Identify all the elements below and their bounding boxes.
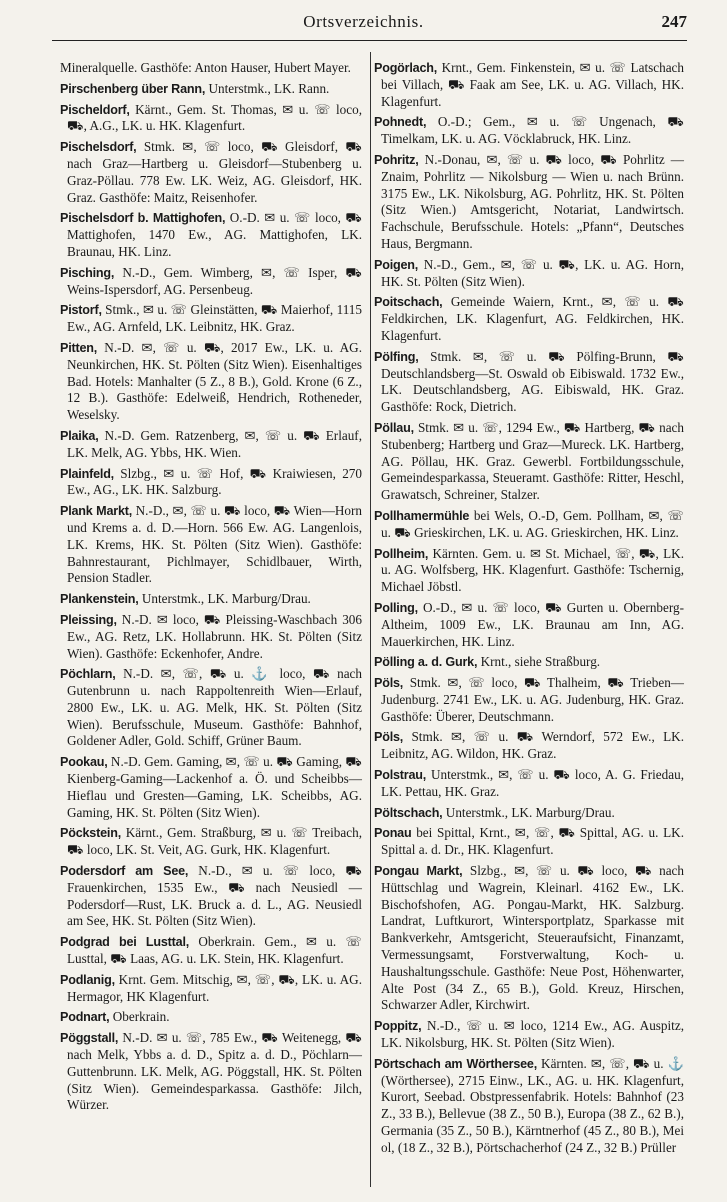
entry-text: N.-D. Gem. Ratzenberg, ✉, ☏ u. ⛟ Erlauf, LK. Melk, AG. Ybbs, HK. Wien. [67, 427, 362, 460]
directory-entry [60, 81, 362, 98]
entry-headword: Poitschach, [374, 295, 443, 310]
entry-headword: Pisching, [60, 265, 115, 280]
entry-headword: Pirschenberg über Rann, [60, 81, 206, 96]
entry-headword: Pöckstein, [60, 826, 121, 841]
entry-text: N.-D., Gem., ✉, ☏ u. ⛟, LK. u. AG. Horn, HK. St. Pölten (Sitz Wien). [381, 256, 684, 289]
entry-headword: Pöltschach, [374, 805, 443, 820]
directory-entry [374, 767, 684, 801]
entry-headword: Ponau [374, 826, 412, 841]
entry-text: Stmk. ✉, ☏ loco, ⛟ Gleisdorf, ⛟ nach Graz—Hartberg u. Gleisdorf—Stubenberg u. Graz-Pöllau. 778 Ew. LK. Weiz, AG. Gleisdorf, HK. Graz. Gasthöfe: Maitz, Reisenhofer. [67, 139, 362, 205]
directory-entry [60, 1009, 362, 1026]
directory-entry [60, 754, 362, 821]
entry-headword: Pohritz, [374, 152, 419, 167]
directory-entry [374, 257, 684, 291]
entry-headword: Pistorf, [60, 303, 102, 318]
directory-entry [374, 805, 684, 822]
entry-headword: Pischelsdorf, [60, 140, 137, 155]
entry-text: N.-D. Gem. Gaming, ✉, ☏ u. ⛟ Gaming, ⛟ Kienberg-Gaming—Lackenhof a. Ö. und Scheibbs—Hieflau und Gresten—Gaming, LK. Scheibbs, AG. Gaming, HK. St. Pölten (Sitz Wien). [67, 754, 362, 820]
entry-text: Stmk. ✉ u. ☏, 1294 Ew., ⛟ Hartberg, ⛟ nach Stubenberg; Hartberg und Graz—Mureck. LK. Hartberg, AG. Pöllau, HK. Graz. Gewerbl. Fortbildungsschule, Gemeindesparkassa, Steueramt. Gasthöfe: Ritter, Heschl, Grawatsch, Schreiner, Stalzer. [381, 419, 684, 503]
entry-headword: Pöggstall, [60, 1031, 119, 1046]
directory-entry [374, 114, 684, 148]
entry-headword: Pölling a. d. Gurk, [374, 655, 478, 670]
directory-entry [374, 420, 684, 504]
entry-text: Unterstmk., LK. Marburg/Drau. [442, 804, 615, 820]
directory-entry [60, 972, 362, 1006]
entry-text: N.-Donau, ✉, ☏ u. ⛟ loco, ⛟ Pohrlitz — Znaim, Pohrlitz — Nikolsburg — Wien u. nach Brünn. 3175 Ew., LK. Nikolsburg, AG. Pohrlitz, HK. St. Pölten (Sitz Wien.) Amtsgericht, Notariat, Landwirtsch. Fachschule, Berufsschule. Hotels: „Pfann“, Deutsches Haus, Bergmann. [381, 151, 684, 251]
entry-text: Slzbg., ✉ u. ☏ Hof, ⛟ Kraiwiesen, 270 Ew., AG., LK. HK. Salzburg. [67, 465, 362, 498]
directory-entry [374, 349, 684, 416]
left-column [60, 60, 362, 1118]
entry-text: N.-D., ✉ u. ☏ loco, ⛟ Frauenkirchen, 1535 Ew., ⛟ nach Neusiedl —Podersdorf—Rust, LK. Bruck a. d. L., AG. Neusiedl am See, HK. St. Pölten (Sitz Wien). [67, 863, 362, 929]
directory-entry [374, 1018, 684, 1052]
entry-text: Kärnten. ✉, ☏, ⛟ u. ⚓ (Wörthersee), 2715 Einw., LK., AG. u. HK. Klagenfurt, Kurort, Seebad. Obstpressenfabrik. Hotels: Bahnhof (23 Z., 33 B.), Bellevue (38 Z., 50 B.), Europa (38 Z., 62 B.), Germania (35 Z., 50 B.), Kärntnerhof (45 Z., 80 B.), Mei ol, (18 Z., 32 B.), Pörtschacherhof (24 Z., 32 B.) Prüller [381, 1055, 684, 1155]
directory-entry [374, 152, 684, 253]
entry-headword: Pollheim, [374, 546, 429, 561]
entry-headword: Plankenstein, [60, 592, 139, 607]
entry-headword: Pölfing, [374, 349, 419, 364]
entry-headword: Podgrad bei Lusttal, [60, 935, 190, 950]
entry-text: Stmk. ✉, ☏ u. ⛟ Pölfing-Brunn, ⛟ Deutschlandsberg—St. Oswald ob Eibiswald. 1732 Ew., LK. Deutschlandsberg, AG. Eibiswald, HK. Graz. Gasthöfe: Rock, Dietrich. [381, 348, 684, 415]
directory-entry [60, 210, 362, 260]
entry-headword: Pischelsdorf b. Mattighofen, [60, 211, 226, 226]
entry-text: N.-D., Gem. Wimberg, ✉, ☏ Isper, ⛟ Weins-Ispersdorf, AG. Persenbeug. [67, 264, 362, 297]
entry-text: Krnt., siehe Straßburg. [477, 654, 601, 670]
directory-entry [374, 294, 684, 344]
entry-text: Stmk. ✉, ☏ loco, ⛟ Thalheim, ⛟ Trieben—Judenburg. 2741 Ew., LK. u. AG. Judenburg, HK. Graz. Gasthöfe: Überer, Deutschmann. [381, 675, 684, 724]
directory-entry [374, 1056, 684, 1157]
entry-headword: Pöls, [374, 676, 404, 691]
entry-text: O.-D. ✉ u. ☏ loco, ⛟ Mattighofen, 1470 Ew., AG. Mattighofen, LK. Braunau, HK. Linz. [67, 210, 362, 259]
entry-headword: Pleissing, [60, 612, 117, 627]
entry-text: bei Spittal, Krnt., ✉, ☏, ⛟ Spittal, AG. u. LK. Spittal a. d. Dr., HK. Klagenfurt. [381, 825, 684, 858]
entry-headword: Podersdorf am See, [60, 864, 189, 879]
entry-headword: Pookau, [60, 755, 108, 770]
directory-entry [60, 139, 362, 206]
directory-entry [374, 508, 684, 542]
entry-text: Gemeinde Waiern, Krnt., ✉, ☏ u. ⛟ Feldkirchen, LK. Klagenfurt, AG. Feldkirchen, HK. Klagenfurt. [381, 294, 684, 343]
directory-entry [60, 1030, 362, 1114]
entry-text: O.-D.; Gem., ✉ u. ☏ Ungenach, ⛟ Timelkam, LK. u. AG. Vöcklabruck, HK. Linz. [381, 114, 684, 147]
entry-headword: Plainfeld, [60, 466, 114, 481]
directory-entry [60, 591, 362, 608]
entry-text: N.-D. ✉, ☏, ⛟ u. ⚓ loco, ⛟ nach Gutenbrunn u. nach Rappoltenreith Wien—Erlauf, 2800 Ew., LK. u. AG. Melk, HK. St. Pölten (Sitz Wien). Berufsschule, Museum. Gasthöfe: Bahnhof, Goldener Adler, Gold. Schiff, Grüner Baum. [67, 666, 362, 749]
page-number: 247 [661, 12, 687, 31]
entry-text: N.-D., ☏ u. ✉ loco, 1214 Ew., AG. Auspitz, LK. Nikolsburg, HK. St. Pölten (Sitz Wien). [381, 1018, 684, 1051]
entry-text: Unterstmk., ✉, ☏ u. ⛟ loco, A. G. Friedau, LK. Pettau, HK. Graz. [381, 767, 684, 799]
entry-headword: Pöchlarn, [60, 667, 116, 682]
entry-headword: Podlanig, [60, 972, 115, 987]
directory-entry [374, 546, 684, 596]
entry-text: Unterstmk., LK. Marburg/Drau. [138, 591, 311, 607]
entry-text: Oberkrain. [109, 1009, 170, 1025]
directory-entry [60, 302, 362, 336]
entry-text: Mineralquelle. Gasthöfe: Anton Hauser, Hubert Mayer. [60, 60, 351, 75]
directory-entry [374, 60, 684, 110]
entry-headword: Pörtschach am Wörthersee, [374, 1056, 538, 1071]
entry-headword: Pöllau, [374, 420, 414, 435]
directory-entry [60, 825, 362, 859]
entry-headword: Pischeldorf, [60, 102, 130, 117]
directory-entry [60, 102, 362, 136]
page-title: Ortsverzeichnis. [303, 12, 424, 31]
entry-headword: Pöls, [374, 730, 404, 745]
entry-text: Kärnt., Gem. Straßburg, ✉ u. ☏ Treibach, ⛟ loco, LK. St. Veit, AG. Gurk, HK. Klagenfurt. [67, 825, 362, 858]
directory-entry [60, 503, 362, 587]
entry-text: N.-D., ✉, ☏ u. ⛟ loco, ⛟ Wien—Horn und Krems a. d. D.—Horn. 566 Ew. AG. Langenlois, LK. Krems, HK. St. Pölten (Sitz Wien). Gasthöfe: Bahnrestaurant, Pichlmayer, Schidlbauer, Wirth, Pension Stadler. [67, 503, 362, 586]
directory-entry [60, 265, 362, 299]
directory-entry [374, 729, 684, 763]
directory-entry [60, 666, 362, 750]
entry-headword: Pitten, [60, 340, 98, 355]
entry-headword: Poigen, [374, 257, 419, 272]
right-column [374, 60, 684, 1161]
entry-headword: Polling, [374, 600, 418, 615]
entry-text: Krnt. Gem. Mitschig, ✉, ☏, ⛟, LK. u. AG. Hermagor, HK Klagenfurt. [67, 971, 362, 1004]
entry-text: Kärnt., Gem. St. Thomas, ✉ u. ☏ loco, ⛟, A.G., LK. u. HK. Klagenfurt. [67, 101, 362, 134]
entry-text: Slzbg., ✉, ☏ u. ⛟ loco, ⛟ nach Hüttschlag und Wagrein, Kleinarl. 4162 Ew., LK. Bischofshofen, AG. Pongau-Markt, HK. Salzburg. Landrat, Luftkurort, Wintersportplatz, Sparkasse mit Bankverkehr, Amtsgericht, Steueraufsicht, Finanzamt, Vermessungsamt, Forstverwaltung, Koch- u. Haushaltungsschule. Gasthöfe: Neue Post, Höhenwarter, Alte Post (34 Z., 65 B.), Gold. Kreuz, Hirschen, Schwarzer Adler, Kirchwirt. [381, 863, 684, 1013]
entry-headword: Plaika, [60, 428, 99, 443]
entry-headword: Podnart, [60, 1010, 110, 1025]
directory-entry [374, 675, 684, 725]
entry-text: Kärnten. Gem. u. ✉ St. Michael, ☏, ⛟, LK. u. AG. Wolfsberg, HK. Klagenfurt. Gasthöfe: Tschernig, Michael Jöbstl. [381, 545, 684, 595]
directory-entry [60, 340, 362, 424]
directory-entry [374, 654, 684, 671]
entry-headword: Poppitz, [374, 1019, 422, 1034]
entry-text: O.-D., ✉ u. ☏ loco, ⛟ Gurten u. Obernberg-Altheim, 1009 Ew., LK. Braunau am Inn, AG. Mauerkirchen, HK. Linz. [381, 599, 684, 649]
entry-headword: Polstrau, [374, 768, 427, 783]
directory-entry [60, 934, 362, 968]
entry-headword: Pongau Markt, [374, 864, 463, 879]
directory-entry [60, 428, 362, 462]
directory-entry [60, 466, 362, 500]
entry-text: N.-D. ✉ loco, ⛟ Pleissing-Waschbach 306 Ew., AG. Retz, LK. Hollabrunn. HK. St. Pölten (Sitz Wien). Gasthöfe: Eckenhofer, Andre. [67, 611, 362, 661]
page-header [0, 10, 727, 38]
entry-text: Stmk., ✉ u. ☏ Gleinstätten, ⛟ Maierhof, 1115 Ew., AG. Arnfeld, LK. Leibnitz, HK. Graz. [67, 302, 362, 335]
entry-text: N.-D. ✉ u. ☏, 785 Ew., ⛟ Weitenegg, ⛟ nach Melk, Ybbs a. d. D., Spitz a. d. D., Pöchlarn—Guttenbrunn. LK. Melk, AG. Pöggstall, HK. St. Pölten (Sitz Wien). Gemeindesparkassa. Gasthöfe: Jilch, Würzer. [67, 1030, 362, 1113]
directory-entry [374, 825, 684, 859]
column-divider [370, 52, 371, 1187]
entry-text: Krnt., Gem. Finkenstein, ✉ u. ☏ Latschach bei Villach, ⛟ Faak am See, LK. u. AG. Villach, HK. Klagenfurt. [381, 60, 684, 109]
directory-entry [374, 600, 684, 650]
entry-headword: Pogörlach, [374, 61, 438, 75]
entry-headword: Plank Markt, [60, 504, 133, 519]
entry-text: Stmk. ✉, ☏ u. ⛟ Werndorf, 572 Ew., LK. Leibnitz, AG. Wildon, HK. Graz. [381, 729, 684, 762]
entry-headword: Pollhamermühle [374, 508, 470, 523]
entry-text: Oberkrain. Gem., ✉ u. ☏ Lusttal, ⛟ Laas, AG. u. LK. Stein, HK. Klagenfurt. [67, 934, 362, 967]
entry-text: N.-D. ✉, ☏ u. ⛟, 2017 Ew., LK. u. AG. Neunkirchen, HK. St. Pölten (Sitz Wien). Eisenhaltiges Bad. Hotels: Manhalter (5 Z., 8 B.), Gold. Krone (6 Z., 12 B.). Gasthöfe: Edelweiß, Hendrich, Rotheneder, Weselsky. [67, 339, 362, 423]
entry-text: bei Wels, O.-D, Gem. Pollham, ✉, ☏ u. ⛟ Grieskirchen, LK. u. AG. Grieskirchen, HK. Linz. [381, 507, 684, 540]
directory-entry [60, 863, 362, 930]
directory-entry [60, 612, 362, 662]
directory-entry [374, 863, 684, 1014]
header-rule [52, 40, 687, 41]
directory-entry [60, 60, 362, 77]
entry-headword: Pohnedt, [374, 115, 427, 130]
entry-text: Unterstmk., LK. Rann. [205, 80, 330, 96]
